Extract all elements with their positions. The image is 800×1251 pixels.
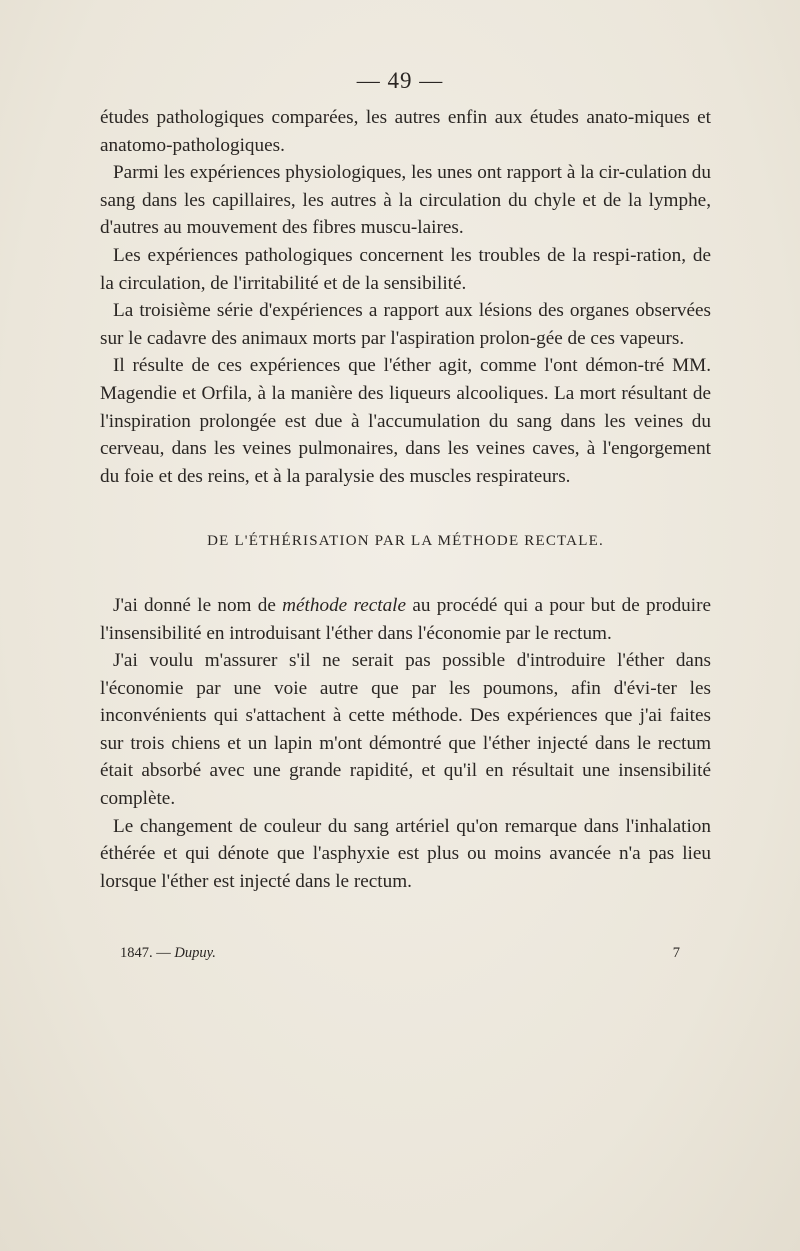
paragraph: La troisième série d'expériences a rapport aux lésions des organes observées sur le cadavre des animaux morts par l'aspiration prolon-gée de ces vapeurs.	[100, 300, 711, 349]
paragraph: Parmi les expériences physiologiques, les unes ont rapport à la cir-culation du sang dans les capillaires, les autres à la circulation du chyle et de la lymphe, d'autres au mouvement des fibres muscu-laires.	[100, 162, 711, 239]
paragraph: études pathologiques comparées, les autres enfin aux études anato-miques et anatomo-pathologiques.	[100, 107, 711, 156]
signature-line	[120, 945, 680, 962]
paragraph	[100, 592, 711, 647]
paragraph: Il résulte de ces expériences que l'éther agit, comme l'ont démon-tré MM. Magendie et Orfila, à la manière des liqueurs alcooliques. La mort résultant de l'inspiration prolongée est due à l'accumulation du sang dans les veines du cerveau, dans les veines pulmonaires, dans les veines caves, à l'engorgement du foie et des reins, et à la paralysie des muscles respirateurs.	[100, 355, 711, 487]
paragraph-text: au procédé qui a pour but de produire l'insensibilité en introduisant l'éther dans l'économie par le rectum.	[100, 594, 712, 644]
paragraph: Les expériences pathologiques concernent les troubles de la respi-ration, de la circulation, de l'irritabilité et de la sensibilité.	[100, 244, 711, 294]
section-heading: DE L'ÉTHÉRISATION PAR LA MÉTHODE RECTALE.	[207, 533, 604, 550]
paragraph: J'ai voulu m'assurer s'il ne serait pas possible d'introduire l'éther dans l'économie par une voie autre que par les poumons, afin d'évi-ter les inconvénients qui s'attachent à cette méthode. Des expériences que j'ai faites sur trois chiens et un lapin m'ont démontré que l'éther injecté dans le rectum était absorbé avec une grande rapidité, et qu'il en résultait une insensibilité complète.	[100, 650, 711, 810]
sheet-number: 7	[672, 945, 680, 961]
page-body	[100, 104, 711, 895]
signature-year: 1847. —	[120, 945, 175, 961]
paragraph-text: J'ai donné le nom de	[113, 594, 283, 616]
paragraph: Le changement de couleur du sang artériel qu'on remarque dans l'inhalation éthérée et qui dénote que l'asphyxie est plus ou moins avancée n'a pas lieu lorsque l'éther est injecté dans le rectum.	[100, 815, 711, 892]
signature-author: Dupuy.	[174, 945, 216, 961]
page-number: — 49 —	[356, 68, 444, 93]
emphasis-term: méthode rectale	[282, 594, 407, 616]
